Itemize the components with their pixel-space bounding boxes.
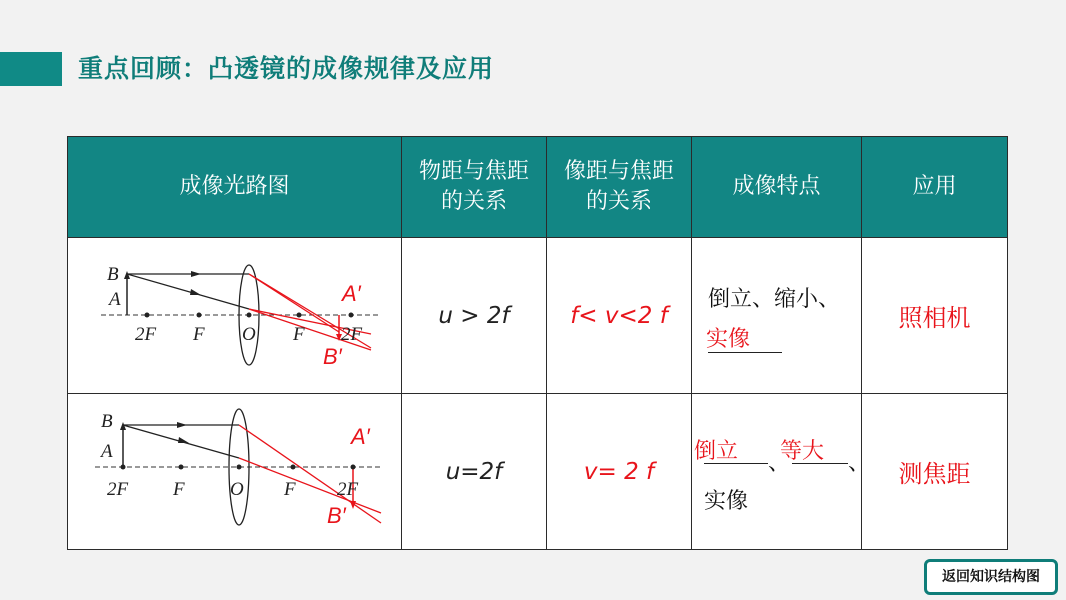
answer-underline (708, 352, 782, 353)
image-distance-cell (547, 394, 692, 550)
table-header-row (68, 137, 1008, 238)
label-F-left: F (193, 324, 205, 345)
table-row (68, 238, 1008, 394)
header-image-distance: 像距与焦距的关系 (547, 137, 692, 238)
ray-diagram-1 (99, 260, 383, 374)
page-title: 重点回顾：凸透镜的成像规律及应用 (78, 54, 495, 83)
diagram-cell (68, 394, 402, 550)
label-2F-right: 2F (341, 324, 363, 345)
features-cell (692, 238, 862, 394)
object-distance-value: u=2f (445, 458, 503, 485)
features-answer: 实像 (706, 327, 751, 352)
image-distance-cell (547, 238, 692, 394)
object-distance-cell (402, 394, 547, 550)
application-cell (862, 238, 1008, 394)
label-A-prime: A′ (342, 281, 361, 306)
ray-diagram-2 (93, 405, 383, 535)
label-O: O (242, 324, 256, 345)
object-distance-cell (402, 238, 547, 394)
answer-underline (792, 463, 848, 464)
header-features: 成像特点 (692, 137, 862, 238)
application-value: 照相机 (898, 304, 971, 332)
header-object-distance: 物距与焦距的关系 (402, 137, 547, 238)
label-F-right: F (284, 479, 296, 500)
label-B: B (101, 411, 113, 432)
label-A: A (101, 441, 113, 462)
lens-imaging-table (67, 136, 1008, 550)
label-2F-left: 2F (107, 479, 129, 500)
features-text: 倒立、缩小、 (708, 287, 841, 312)
back-to-knowledge-map-button[interactable]: 返回知识结构图 (924, 559, 1058, 595)
features-text: 实像 (704, 489, 749, 514)
image-distance-value: f< v<2 f (570, 302, 668, 329)
features-separator: 、 (768, 451, 791, 476)
diagram-cell (68, 238, 402, 394)
features-answer-2: 等大 (780, 439, 825, 464)
label-2F-left: 2F (135, 324, 157, 345)
label-2F-right: 2F (337, 479, 359, 500)
label-A: A (109, 289, 121, 310)
label-F-left: F (173, 479, 185, 500)
features-answer-1: 倒立 (694, 439, 739, 464)
title-accent-bar (0, 52, 62, 86)
application-cell (862, 394, 1008, 550)
object-distance-value: u > 2f (438, 302, 510, 329)
image-distance-value: v= 2 f (583, 458, 655, 485)
label-F-right: F (293, 324, 305, 345)
label-B: B (107, 264, 119, 285)
label-A-prime: A′ (351, 424, 370, 449)
header-application: 应用 (862, 137, 1008, 238)
label-O: O (230, 479, 244, 500)
features-cell (692, 394, 871, 550)
application-value: 测焦距 (898, 460, 971, 488)
features-separator: 、 (848, 451, 871, 476)
answer-underline (704, 463, 768, 464)
label-B-prime: B′ (323, 344, 342, 369)
table-row (68, 394, 1008, 550)
label-B-prime: B′ (327, 503, 346, 528)
header-diagram: 成像光路图 (68, 137, 402, 238)
